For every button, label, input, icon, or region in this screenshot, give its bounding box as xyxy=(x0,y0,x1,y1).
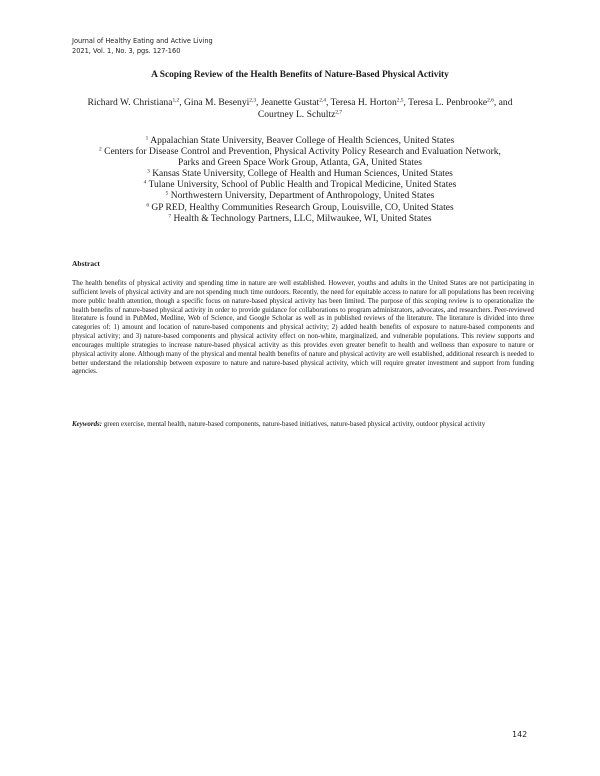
author-separator: , and xyxy=(493,97,513,108)
affiliation-number: 4 xyxy=(143,179,147,186)
author-affiliation-marker: 2,7 xyxy=(335,109,343,116)
keywords-label: Keywords: xyxy=(72,420,103,428)
author xyxy=(408,97,512,108)
affiliation-text: Parks and Green Space Work Group, Atlanta, GA, United States xyxy=(178,158,422,169)
author xyxy=(87,97,184,108)
author-separator: , xyxy=(403,97,409,108)
author-separator: , xyxy=(325,97,331,108)
abstract-body: The health benefits of physical activity and spending time in nature are well established. However, youths and adults in the United States are not participating in sufficient levels of physical activity and are not spending much time outdoors. Recently, the need for equitable access to nature for all populations has been receiving more public health attention, though a specific focus on nature-based physical activity has been limited. The purpose of this scoping review is to operationalize the health benefits of nature-based physical activity in order to provide guidance for collaborations to program administrators, advocates, and researchers. Peer-reviewed literature is found in PubMed, Medline, Web of Science, and Google Scholar as well as in published reviews of the literature. The literature is divided into three categories of: 1) amount and location of nature-based components and physical activity; 2) added health benefits of exposure to nature-based components and physical activity; and 3) nature-based components and physical activity effect on non-white, marginalized, and vulnerable populations. This review supports and encourages multiple strategies to increase nature-based physical activity as this provides even greater benefit to health and wellness than exposure to nature or physical activity alone. Although many of the physical and mental health benefits of nature and physical activity are well established, additional research is needed to better understand the relationship between exposure to nature and nature-based physical activity, which will require greater investment and support from funding agencies. xyxy=(72,279,534,376)
author-name: Jeanette Gustat xyxy=(260,97,320,108)
affiliation-line xyxy=(40,191,560,202)
author-affiliation-marker: 2,6 xyxy=(487,97,494,104)
affiliation-number: 6 xyxy=(146,202,150,209)
affiliation-line xyxy=(40,169,560,180)
affiliation-line xyxy=(40,136,560,147)
author xyxy=(261,97,331,108)
author-name: Teresa L. Penbrooke xyxy=(408,97,488,108)
affiliation-line xyxy=(40,158,560,169)
affiliation-text: Tulane University, School of Public Health and Tropical Medicine, United States xyxy=(148,180,457,191)
journal-citation: 2021, Vol. 1, No. 3, pgs. 127-160 xyxy=(72,46,181,55)
journal-header xyxy=(72,37,213,56)
keywords-block xyxy=(72,420,534,429)
affiliation-text: Centers for Disease Control and Prevention, Physical Activity Policy Research and Evaluation Network, xyxy=(104,147,501,158)
affiliation-text: Appalachian State University, Beaver College of Health Sciences, United States xyxy=(150,136,455,146)
author-name: Richard W. Christiana xyxy=(87,97,173,108)
affiliation-text: Kansas State University, College of Health and Human Sciences, United States xyxy=(152,169,453,180)
author-affiliation-marker: 1,2 xyxy=(172,97,180,104)
affiliation-line xyxy=(40,147,560,158)
author-affiliation-marker: 2,3 xyxy=(249,97,257,104)
page-number: 142 xyxy=(512,730,528,739)
author-affiliation-marker: 2,5 xyxy=(396,97,404,104)
affiliation-number: 2 xyxy=(99,146,102,153)
affiliation-number: 7 xyxy=(168,213,172,220)
affiliation-line xyxy=(40,203,560,214)
author-name: Courtney L. Schultz xyxy=(257,109,336,120)
affiliation-line xyxy=(40,214,560,225)
abstract-heading: Abstract xyxy=(72,259,100,268)
keywords-text: green exercise, mental health, nature-based components, nature-based initiatives, nature-based physical activity, outdoor physical activity xyxy=(103,420,486,428)
author-separator: , xyxy=(256,97,261,108)
affiliation-number: 3 xyxy=(147,168,150,175)
author-separator: , xyxy=(179,97,184,108)
author-affiliation-marker: 2,4 xyxy=(319,97,326,104)
author-list xyxy=(80,97,520,121)
paper-title: A Scoping Review of the Health Benefits of Nature-Based Physical Activity xyxy=(151,70,449,80)
author-name: Gina M. Besenyi xyxy=(184,97,250,108)
author-name: Teresa H. Horton xyxy=(330,97,397,108)
author xyxy=(184,97,261,108)
affiliation-line xyxy=(40,180,560,191)
affiliation-text: Northwestern University, Department of Anthropology, United States xyxy=(170,191,435,202)
journal-name: Journal of Healthy Eating and Active Living xyxy=(72,37,213,45)
affiliation-list xyxy=(40,136,560,225)
author xyxy=(331,97,409,108)
affiliation-number: 5 xyxy=(165,190,169,197)
author xyxy=(258,109,342,120)
affiliation-text: GP RED, Healthy Communities Research Group, Louisville, CO, United States xyxy=(151,202,454,213)
affiliation-text: Health & Technology Partners, LLC, Milwaukee, WI, United States xyxy=(173,213,432,224)
affiliation-number: 1 xyxy=(145,135,149,142)
